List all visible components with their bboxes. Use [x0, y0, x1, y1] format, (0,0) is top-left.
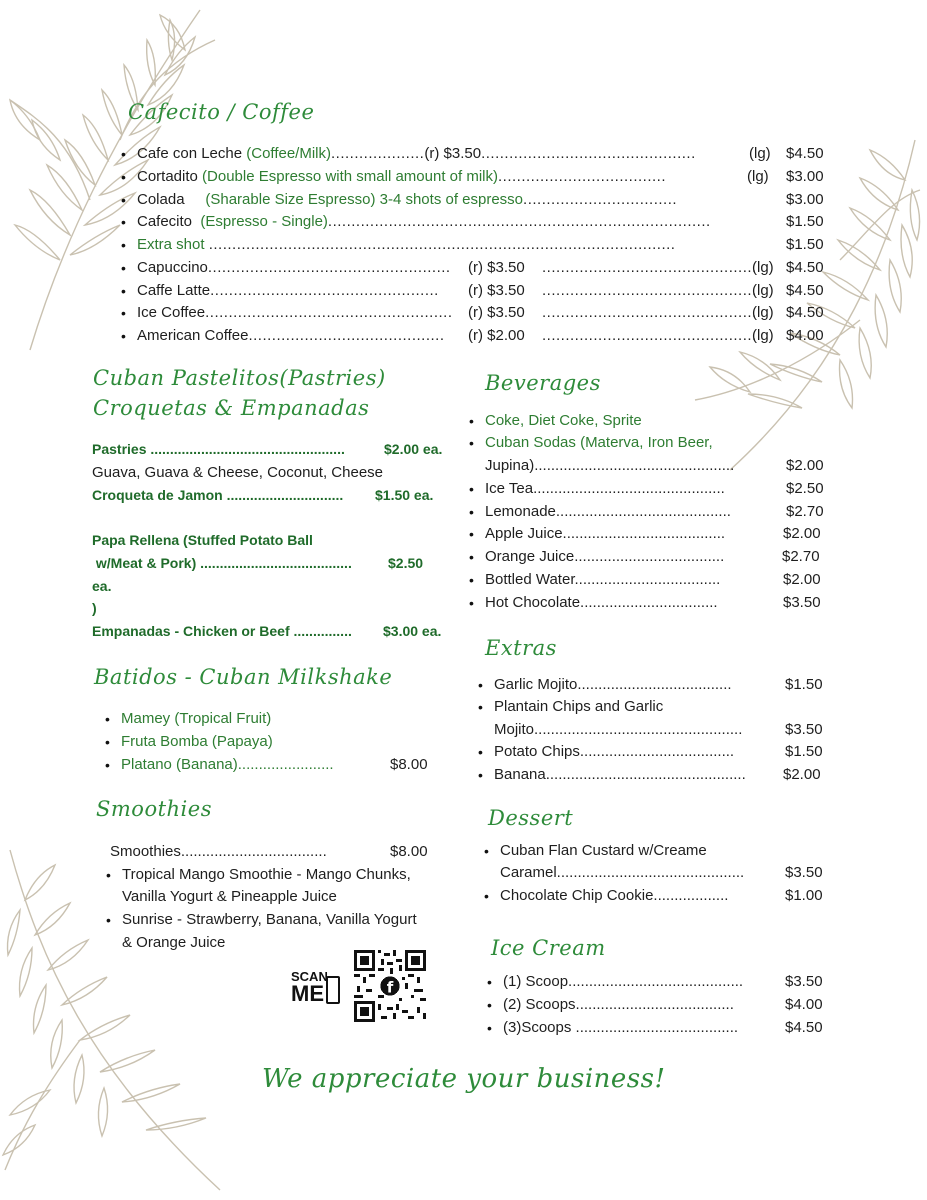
croqueta-label: Croqueta de Jamon ..............................	[92, 487, 344, 503]
list-item: • Bottled Water...................................	[485, 571, 720, 589]
ice-cream-section-title: Ice Cream	[491, 936, 606, 960]
regular-price: (r) $3.50	[424, 145, 482, 162]
list-item: • (2) Scoops......................................	[503, 996, 734, 1014]
pastries-price: $2.00 ea.	[384, 441, 443, 457]
footer-tagline: We appreciate your business!	[262, 1064, 666, 1094]
list-item: • Chocolate Chip Cookie..................	[500, 887, 728, 905]
item-name: Ice Coffee	[137, 304, 206, 321]
item-name: Colada	[137, 191, 206, 208]
list-item	[137, 304, 453, 322]
papa-rellena-line1: Papa Rellena (Stuffed Potato Ball	[92, 532, 313, 548]
empanadas-price: $3.00 ea.	[383, 623, 442, 639]
croqueta-price: $1.50 ea.	[375, 487, 434, 503]
list-item	[137, 145, 696, 163]
lg-label: (lg)	[752, 259, 774, 276]
item-name: Caffe Latte	[137, 282, 211, 299]
item-name: Capuccino	[137, 259, 208, 276]
empanadas-label: Empanadas - Chicken or Beef ...............	[92, 623, 352, 639]
dot-leader: .................................................	[210, 282, 439, 299]
list-item-continued: Mojito..................................................	[494, 721, 743, 738]
item-price: $2.50	[786, 480, 824, 497]
dot-leader: ....................................................................................................	[208, 236, 676, 253]
lg-label: (lg)	[752, 282, 774, 299]
lg-label: (lg)	[749, 145, 771, 162]
lg-label: (lg)	[752, 304, 774, 321]
dessert-section-title: Dessert	[488, 806, 574, 830]
list-item: • Tropical Mango Smoothie - Mango Chunks,	[122, 866, 411, 884]
batidos-section-title: Batidos - Cuban Milkshake	[94, 665, 393, 689]
list-item: • Cuban Flan Custard w/Creame	[500, 842, 707, 860]
coffee-section-title: Cafecito / Coffee	[128, 100, 315, 124]
list-item: • Coke, Diet Coke, Sprite	[485, 412, 642, 430]
beverages-section-title: Beverages	[485, 371, 601, 395]
list-item: • Plantain Chips and Garlic	[494, 698, 663, 716]
item-price: $3.00	[786, 191, 824, 208]
list-item: • Potato Chips.....................................	[494, 743, 734, 761]
item-desc: (Sharable Size Espresso) 3-4 shots of espresso	[205, 191, 524, 208]
smoothies-price: $8.00	[390, 843, 428, 860]
pastries-section-title-line2: Croquetas & Empanadas	[93, 396, 370, 420]
list-item: • Banana................................................	[494, 766, 746, 784]
dot-leader: ....................	[331, 145, 425, 162]
dot-leader: .................................	[523, 191, 678, 208]
lg-price: $4.50	[786, 145, 824, 162]
item-name: Cortadito	[137, 168, 203, 185]
list-item: • Ice Tea..............................................	[485, 480, 725, 498]
list-item-continued: Vanilla Yogurt & Pineapple Juice	[122, 888, 337, 905]
me-row	[291, 983, 340, 1005]
item-price: $3.50	[783, 594, 821, 611]
dot-leader: ....................................................	[207, 259, 451, 276]
list-item: • (1) Scoop..........................................	[503, 973, 743, 991]
qr-code[interactable]	[354, 950, 426, 1022]
list-item: • Platano (Banana).......................	[121, 756, 334, 774]
scan-me-label	[291, 970, 340, 1005]
list-item	[137, 191, 677, 209]
list-item: • Orange Juice....................................	[485, 548, 724, 566]
list-item	[137, 236, 675, 254]
regular-price: (r) $2.00	[468, 327, 525, 344]
pastries-flavors: Guava, Guava & Cheese, Coconut, Cheese	[92, 464, 384, 481]
item-price: $4.00	[785, 996, 823, 1013]
papa-rellena-line4: )	[92, 600, 97, 616]
lg-price: $4.50	[786, 304, 824, 321]
lg-price: $4.50	[786, 282, 824, 299]
item-price: $1.50	[786, 213, 824, 230]
regular-price: (r) $3.50	[468, 282, 525, 299]
smoothies-section-title: Smoothies	[96, 797, 212, 821]
item-desc: (Coffee/Milk)	[246, 145, 331, 162]
dot-leader: ..............................................	[542, 327, 757, 344]
lg-label: (lg)	[747, 168, 769, 185]
list-item	[137, 213, 711, 231]
dot-leader: ..............................................	[542, 282, 757, 299]
item-desc: (Espresso - Single)	[200, 213, 328, 230]
lg-price: $3.00	[786, 168, 824, 185]
regular-price: (r) $3.50	[468, 259, 525, 276]
svg-text:f: f	[386, 978, 394, 997]
smoothies-label: Smoothies...................................	[110, 843, 327, 860]
list-item	[137, 259, 451, 277]
item-price: $1.50	[786, 236, 824, 253]
dot-leader: ..............................................	[542, 259, 757, 276]
extras-section-title: Extras	[485, 636, 557, 660]
item-price: $4.50	[785, 1019, 823, 1036]
list-item	[137, 168, 666, 186]
batidos-price: $8.00	[390, 756, 428, 773]
phone-icon	[326, 976, 340, 1004]
pastries-label: Pastries ..................................................	[92, 441, 345, 457]
dot-leader: ..........................................	[248, 327, 445, 344]
list-item-continued: Caramel.............................................	[500, 864, 745, 881]
regular-price: (r) $3.50	[468, 304, 525, 321]
pastries-section-title-line1: Cuban Pastelitos(Pastries)	[93, 366, 386, 390]
item-price: $2.00	[786, 457, 824, 474]
item-price: $1.50	[785, 676, 823, 693]
item-price: $2.70	[786, 503, 824, 520]
item-price: $2.00	[783, 571, 821, 588]
dot-leader: ....................................	[497, 168, 667, 185]
list-item-continued: & Orange Juice	[122, 934, 226, 951]
list-item: • Apple Juice.......................................	[485, 525, 725, 543]
item-desc: (Double Espresso with small amount of milk)	[202, 168, 498, 185]
item-price: $3.50	[785, 721, 823, 738]
list-item: • Cuban Sodas (Materva, Iron Beer,	[485, 434, 713, 452]
list-item: • Garlic Mojito.....................................	[494, 676, 732, 694]
list-item: • Fruta Bomba (Papaya)	[121, 733, 273, 751]
papa-rellena-line2: w/Meat & Pork) .......................................	[92, 555, 352, 571]
item-name: Cafecito	[137, 213, 201, 230]
dot-leader: .....................................................	[205, 304, 453, 321]
item-name: American Coffee	[137, 327, 249, 344]
lg-price: $4.50	[786, 259, 824, 276]
list-item	[137, 327, 445, 345]
list-item	[137, 282, 439, 300]
item-price: $3.50	[785, 864, 823, 881]
lg-price: $4.00	[786, 327, 824, 344]
scan-text: SCAN	[291, 969, 328, 984]
dot-leader: ..............................................	[542, 304, 757, 321]
item-price: $1.50	[785, 743, 823, 760]
me-text: ME	[291, 981, 324, 1006]
list-item: • Hot Chocolate.................................	[485, 594, 718, 612]
list-item: • Sunrise - Strawberry, Banana, Vanilla Yogurt	[122, 911, 417, 929]
item-price: $3.50	[785, 973, 823, 990]
item-price: $1.00	[785, 887, 823, 904]
item-name: Cafe con Leche	[137, 145, 247, 162]
item-price: $2.70	[782, 548, 820, 565]
item-price: $2.00	[783, 525, 821, 542]
lg-label: (lg)	[752, 327, 774, 344]
list-item: • (3)Scoops .......................................	[503, 1019, 738, 1037]
list-item: • Lemonade..........................................	[485, 503, 731, 521]
dot-leader: ..................................................................................	[327, 213, 711, 230]
papa-rellena-line3: ea.	[92, 578, 112, 594]
dot-leader: ..............................................	[481, 145, 696, 162]
list-item: • Mamey (Tropical Fruit)	[121, 710, 271, 728]
papa-rellena-price: $2.50	[388, 555, 424, 571]
item-price: $2.00	[783, 766, 821, 783]
item-desc: Extra shot	[137, 236, 209, 253]
list-item-continued: Jupina)................................................	[485, 457, 735, 474]
